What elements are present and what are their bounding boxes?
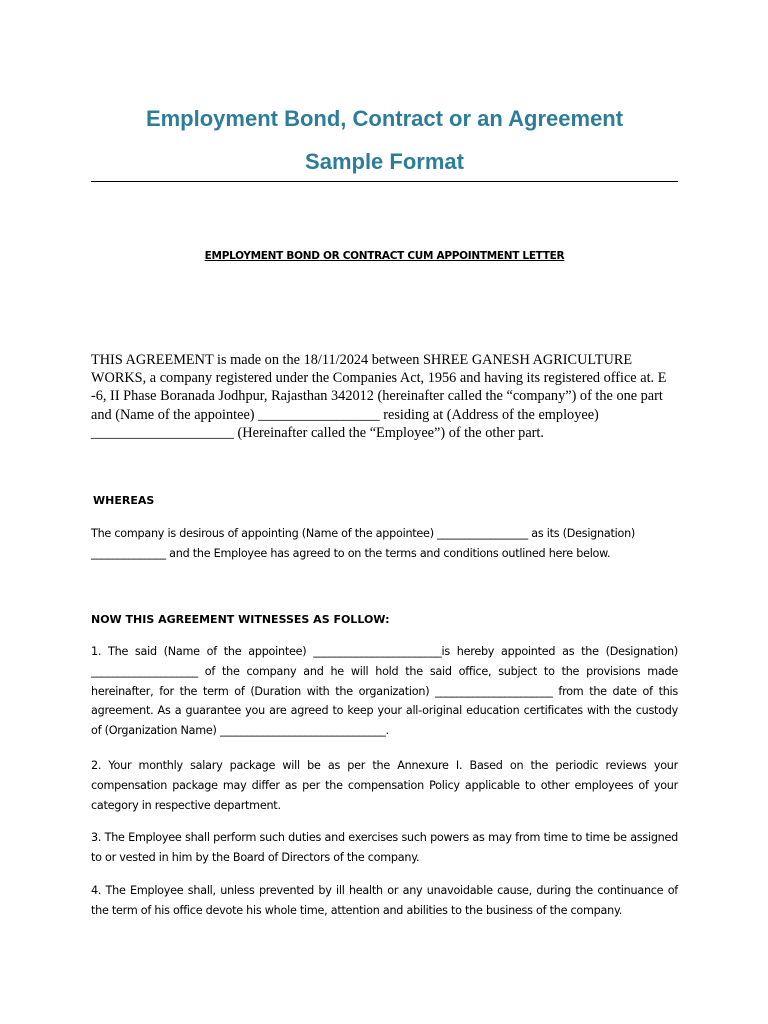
clause-2: 2. Your monthly salary package will be as per the Annexure I. Based on the periodic reviews your compensation package may differ as per the compensation Policy applicable to other employees of your category in respective department. (91, 759, 678, 812)
witness-heading: NOW THIS AGREEMENT WITNESSES AS FOLLOW: (91, 613, 390, 626)
document-subtitle: Sample Format (305, 149, 464, 174)
letter-heading: EMPLOYMENT BOND OR CONTRACT CUM APPOINTMENT LETTER (204, 250, 565, 262)
clause-1: 1. The said (Name of the appointee) ________________________is hereby appointed as the (Designation) ____________________ of the company and he will hold the said office, subject to the provisions made hereinafter, for the term of (Duration with the organization) ______________________ from the date of this agreement. As a guarantee you are agreed to keep your all-original education certificates with the custody of (Organization Name) _______________________________. (91, 645, 678, 738)
document-title: Employment Bond, Contract or an Agreement (145, 106, 624, 131)
agreement-intro-paragraph: THIS AGREEMENT is made on the 18/11/2024 between SHREE GANESH AGRICULTURE WORKS, a company registered under the Companies Act, 1956 and having its registered office at. E -6, II Phase Boranada Jodhpur, Rajasthan 342012 (hereinafter called the “company”) of the one part and (Name of the appointee) _________________ residing at (Address of the employee) ____________________ (Hereinafter called the “Employee”) of the other part. (91, 352, 667, 441)
clause-3: 3. The Employee shall perform such duties and exercises such powers as may from time to time be assigned to or vested in him by the Board of Directors of the company. (91, 831, 678, 864)
title-divider (91, 181, 678, 182)
whereas-heading: WHEREAS (93, 494, 155, 507)
clause-4: 4. The Employee shall, unless prevented by ill health or any unavoidable cause, during the continuance of the term of his office devote his whole time, attention and abilities to the business of the company. (91, 884, 678, 917)
whereas-paragraph: The company is desirous of appointing (Name of the appointee) _________________ as its (Designation) ______________ and the Employee has agreed to on the terms and conditions outlined here below. (91, 527, 636, 560)
